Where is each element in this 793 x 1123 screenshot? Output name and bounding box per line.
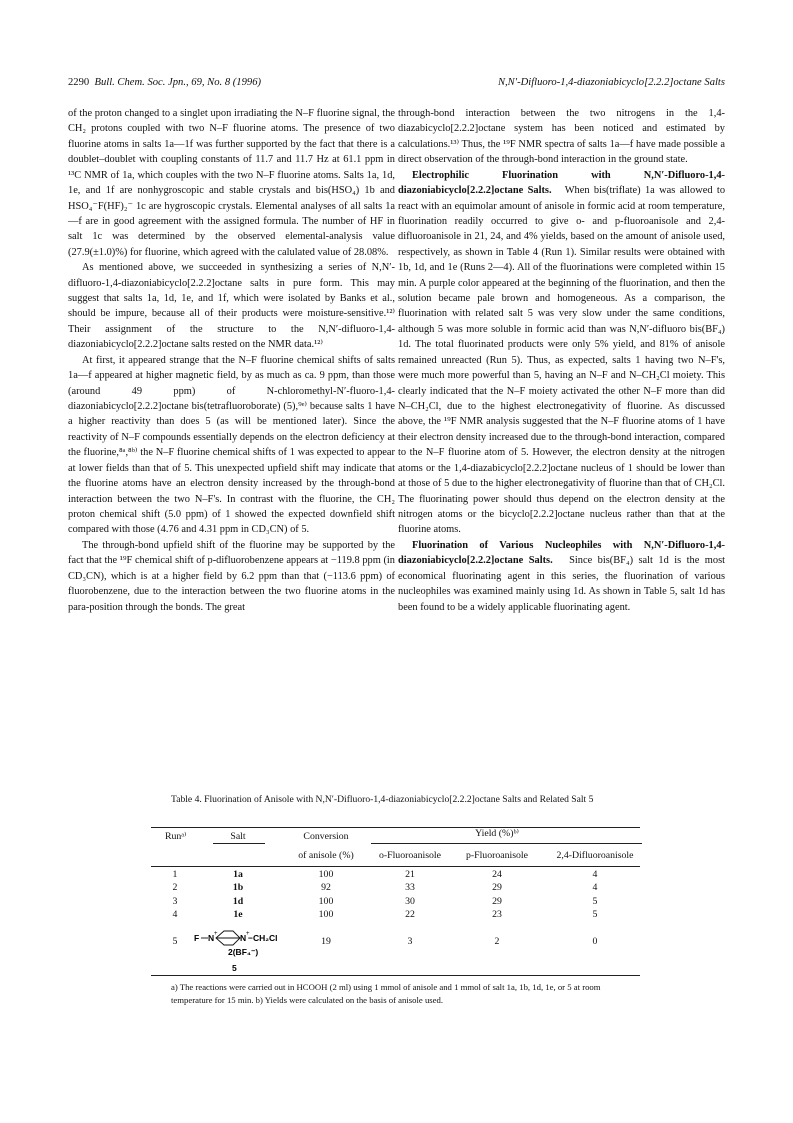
section-paragraph <box>398 538 725 615</box>
section-heading: Electrophilic Fluorination with N,N′-Difluoro-1,4-diazoniabicyclo[2.2.2]octane Salts. <box>398 169 725 197</box>
structure-n2: N <box>240 933 247 943</box>
cell-run: 5 <box>172 936 178 947</box>
journal-citation: Bull. Chem. Soc. Jpn., 69, No. 8 (1996) <box>94 77 262 88</box>
col-header-salt: Salt <box>230 831 246 842</box>
cell-di: 4 <box>592 869 598 880</box>
col-header-conversion: Conversion <box>303 831 349 842</box>
structure-counterion: 2(BF₄⁻) <box>228 947 259 957</box>
paragraph: The through-bond upfield shift of the fluorine may be supported by the fact that the ¹⁹F chemical shift of p-difluorobenzene appears at −119.8 ppm (in CD₃CN), which is at a higher field by 6.2 ppm than that (−113.6 ppm) of fluorobenzene, due to the interaction between the two fluorine atoms in the para-position through the bonds. The great <box>68 539 395 613</box>
cell-o: 21 <box>405 869 415 880</box>
page-header <box>68 77 725 91</box>
cell-di: 5 <box>592 896 598 907</box>
cell-salt: 1b <box>232 882 244 893</box>
cell-run: 2 <box>172 882 178 893</box>
cell-di: 4 <box>592 882 598 893</box>
cell-p: 24 <box>492 869 502 880</box>
cell-di: 0 <box>592 936 598 947</box>
cell-salt: 1d <box>232 896 244 907</box>
table-header-rule <box>151 866 640 867</box>
left-column <box>68 106 395 615</box>
cell-conversion: 100 <box>318 869 334 880</box>
paragraph-text: When bis(triflate) 1a was allowed to react with an equimolar amount of anisole in formic acid at room temperature, fluorination readily occurred to give o- and p-fluoroanisole and 2,4-difluoroanisole in 21, 24, and 4% yields, based on the amount of anisole used, respectively, as shown in Table 4 (Run 1). Similar results were obtained with 1b, 1d, and 1e (Runs 2—4). All of the fluorinations were completed within 15 min. A purple color appeared at the beginning of the fluorination, and then the solution became pale brown and homogeneous. As a comparison, the fluorination with related salt 5 was very slow under the same conditions, although 5 was more soluble in formic acid than was N,N′-difluoro bis(BF₄) 1d. The total fluorinated products were only 5% yield, and 81% of anisole remained unreacted (Run 5). Thus, as expected, salts 1 having two N–F's, were much more powerful than 5, having an N–F and N–CH₂Cl moiety. This clearly indicated that the N–F moiety activated the other N–F more than did N–CH₂Cl, due to the highest electronegativity of fluorine. As discussed above, the ¹⁹F NMR analysis suggested that the N–F fluorine atoms of 1 have their electron density increased due to the through-bond interaction, compared to the N–F fluorine atom of 5. However, the electron density at the nitrogen atoms or the 1,4-diazabicyclo[2.2.2]octane nucleus of 1 should be lower than at those of 5 due to the higher electronegativity of fluorine than that of CH₂Cl. The fluorinating power should thus depend on the electron density at the nitrogen atoms or the bicyclo[2.2.2]octane nucleus rather than that at the fluorine atoms. <box>398 185 726 536</box>
col-header-run: Runᵃ⁾ <box>165 831 187 842</box>
table-caption: Table 4. Fluorination of Anisole with N,N′-Difluoro-1,4-diazoniabicyclo[2.2.2]octane Salts and Related Salt 5 <box>171 794 594 805</box>
cell-conversion: 19 <box>321 936 331 947</box>
cell-salt: 1e <box>233 909 243 920</box>
paragraph-text: Since bis(BF₄) salt 1d is the most economical fluorinating agent in this series, the fluorination of various nucleophiles was examined mainly using 1d. As shown in Table 5, salt 1d has been found to be a widely applicable fluorinating agent. <box>398 555 726 613</box>
paragraph: through-bond interaction between the two nitrogens in the 1,4-diazabicyclo[2.2.2]octane system has been noticed and estimated by calculations.¹³⁾ Thus, the ¹⁹F NMR spectra of salts 1a—f have made possible a direct observation of the through-bond interaction in the ground state. <box>398 108 725 166</box>
paragraph: As mentioned above, we succeeded in synthesizing a series of N,N′-difluoro-1,4-diazoniabicyclo[2.2.2]octane salts in pure form. This may suggest that salts 1a, 1d, 1e, and 1f, which were isolated by Banks et al., should be impure, because all of their products were moisture-sensitive.¹²⁾ Their assignment of the structure to the N,N′-difluoro-1,4-diazoniabicyclo[2.2.2]octane salts rested on the NMR data.¹²⁾ <box>68 262 395 351</box>
table-footnote: a) The reactions were carried out in HCOOH (2 ml) using 1 mmol of anisole and 1 mmol of salt 1a, 1b, 1d, 1e, or 5 at room temperature for 15 min. b) Yields were calculated on the basis of anisole used. <box>171 982 601 1005</box>
right-column <box>398 106 725 615</box>
paragraph: At first, it appeared strange that the N–F fluorine chemical shifts of salts 1a—f appeared at higher magnetic field, by as much as ca. 9 ppm, than those (around 49 ppm) of N-chloromethyl-N′-fluoro-1,4-diazoniabicyclo[2.2.2]octane bis(tetrafluoroborate) (5),⁹ᵉ⁾ because salts 1 have a higher reactivity than does 5 (as will be mentioned later). Since the reactivity of N–F compounds essentially depends on the electron deficiency at the fluorine,⁸ᵃ,⁸ᵇ⁾ the N–F fluorine chemical shifts of 1 was expected to appear at lower fields than that of 5. This unexpected upfield shift may indicate that the fluorine atoms have an electron density increased by the through-bond interaction between the two N–F's. In contrast with the fluorine, the CH₂ proton chemical shift (5.0 ppm) of 1 showed the expected downfield shift compared with those (4.76 and 4.31 ppm in CD₃CN) of 5. <box>68 354 395 536</box>
section-paragraph <box>398 168 725 538</box>
col-header-yield: Yield (%)ᵇ⁾ <box>475 828 519 839</box>
running-title: N,N′-Difluoro-1,4-diazoniabicyclo[2.2.2]octane Salts <box>497 77 725 88</box>
cell-conversion: 100 <box>318 909 334 920</box>
cell-o: 22 <box>405 909 415 920</box>
paragraph: of the proton changed to a singlet upon irradiating the N–F fluorine signal, the CH₂ protons coupled with two N–F fluorine atoms. The presence of two fluorine atoms in salts 1a—1f was further supported by the fact that there is a doublet–doublet with coupling constants of 11.7 and 11.7 Hz at 61.1 ppm in ¹³C NMR of 1a, which couples with the two N–F fluorine atoms. Salts 1a, 1d, 1e, and 1f are nonhygroscopic and stable crystals and bis(HSO₄) 1b and HSO₄⁻F(HF)₂⁻ 1c are hygroscopic crystals. Elemental analyses of all salts 1a—f are in good agreement with the assigned formula. The number of HF in salt 1c was determined by the observed elemental-analysis value (27.9(±1.0)%) for fluorine, which agreed with the calulated value of 28.08%. <box>68 108 395 258</box>
cell-o: 33 <box>405 882 415 893</box>
salt-5-structure <box>192 928 302 974</box>
cell-o: 30 <box>405 896 415 907</box>
col-header-p: p-Fluoroanisole <box>465 850 529 861</box>
cell-run: 3 <box>172 896 178 907</box>
page-number: 2290 <box>68 77 90 88</box>
structure-n1: N <box>208 933 215 943</box>
structure-ch2cl: −CH₂Cl <box>248 933 278 943</box>
structure-n1-charge: + <box>214 931 218 937</box>
cell-p: 29 <box>492 882 502 893</box>
structure-n2-charge: + <box>246 931 250 937</box>
cell-run: 4 <box>172 909 178 920</box>
structure-fluorine-label: F <box>194 933 200 943</box>
table-bottom-rule <box>151 975 640 976</box>
cell-p: 29 <box>492 896 502 907</box>
cell-o: 3 <box>407 936 413 947</box>
col-header-di: 2,4-Difluoroanisole <box>556 850 634 861</box>
cell-conversion: 92 <box>321 882 331 893</box>
col-header-conversion-2: of anisole (%) <box>298 850 354 861</box>
yield-span-rule <box>371 843 642 844</box>
cell-salt: 1a <box>233 869 243 880</box>
salt-underline-rule <box>213 843 265 844</box>
cell-run: 1 <box>172 869 178 880</box>
cell-p: 23 <box>492 909 502 920</box>
structure-label: 5 <box>232 963 237 973</box>
section-heading: Fluorination of Various Nucleophiles with N,N′-Difluoro-1,4-diazoniabicyclo[2.2.2]octane Salts. <box>398 539 725 567</box>
col-header-o: o-Fluoroanisole <box>378 850 442 861</box>
cell-p: 2 <box>494 936 500 947</box>
table-top-rule <box>151 827 640 828</box>
cell-di: 5 <box>592 909 598 920</box>
cell-conversion: 100 <box>318 896 334 907</box>
